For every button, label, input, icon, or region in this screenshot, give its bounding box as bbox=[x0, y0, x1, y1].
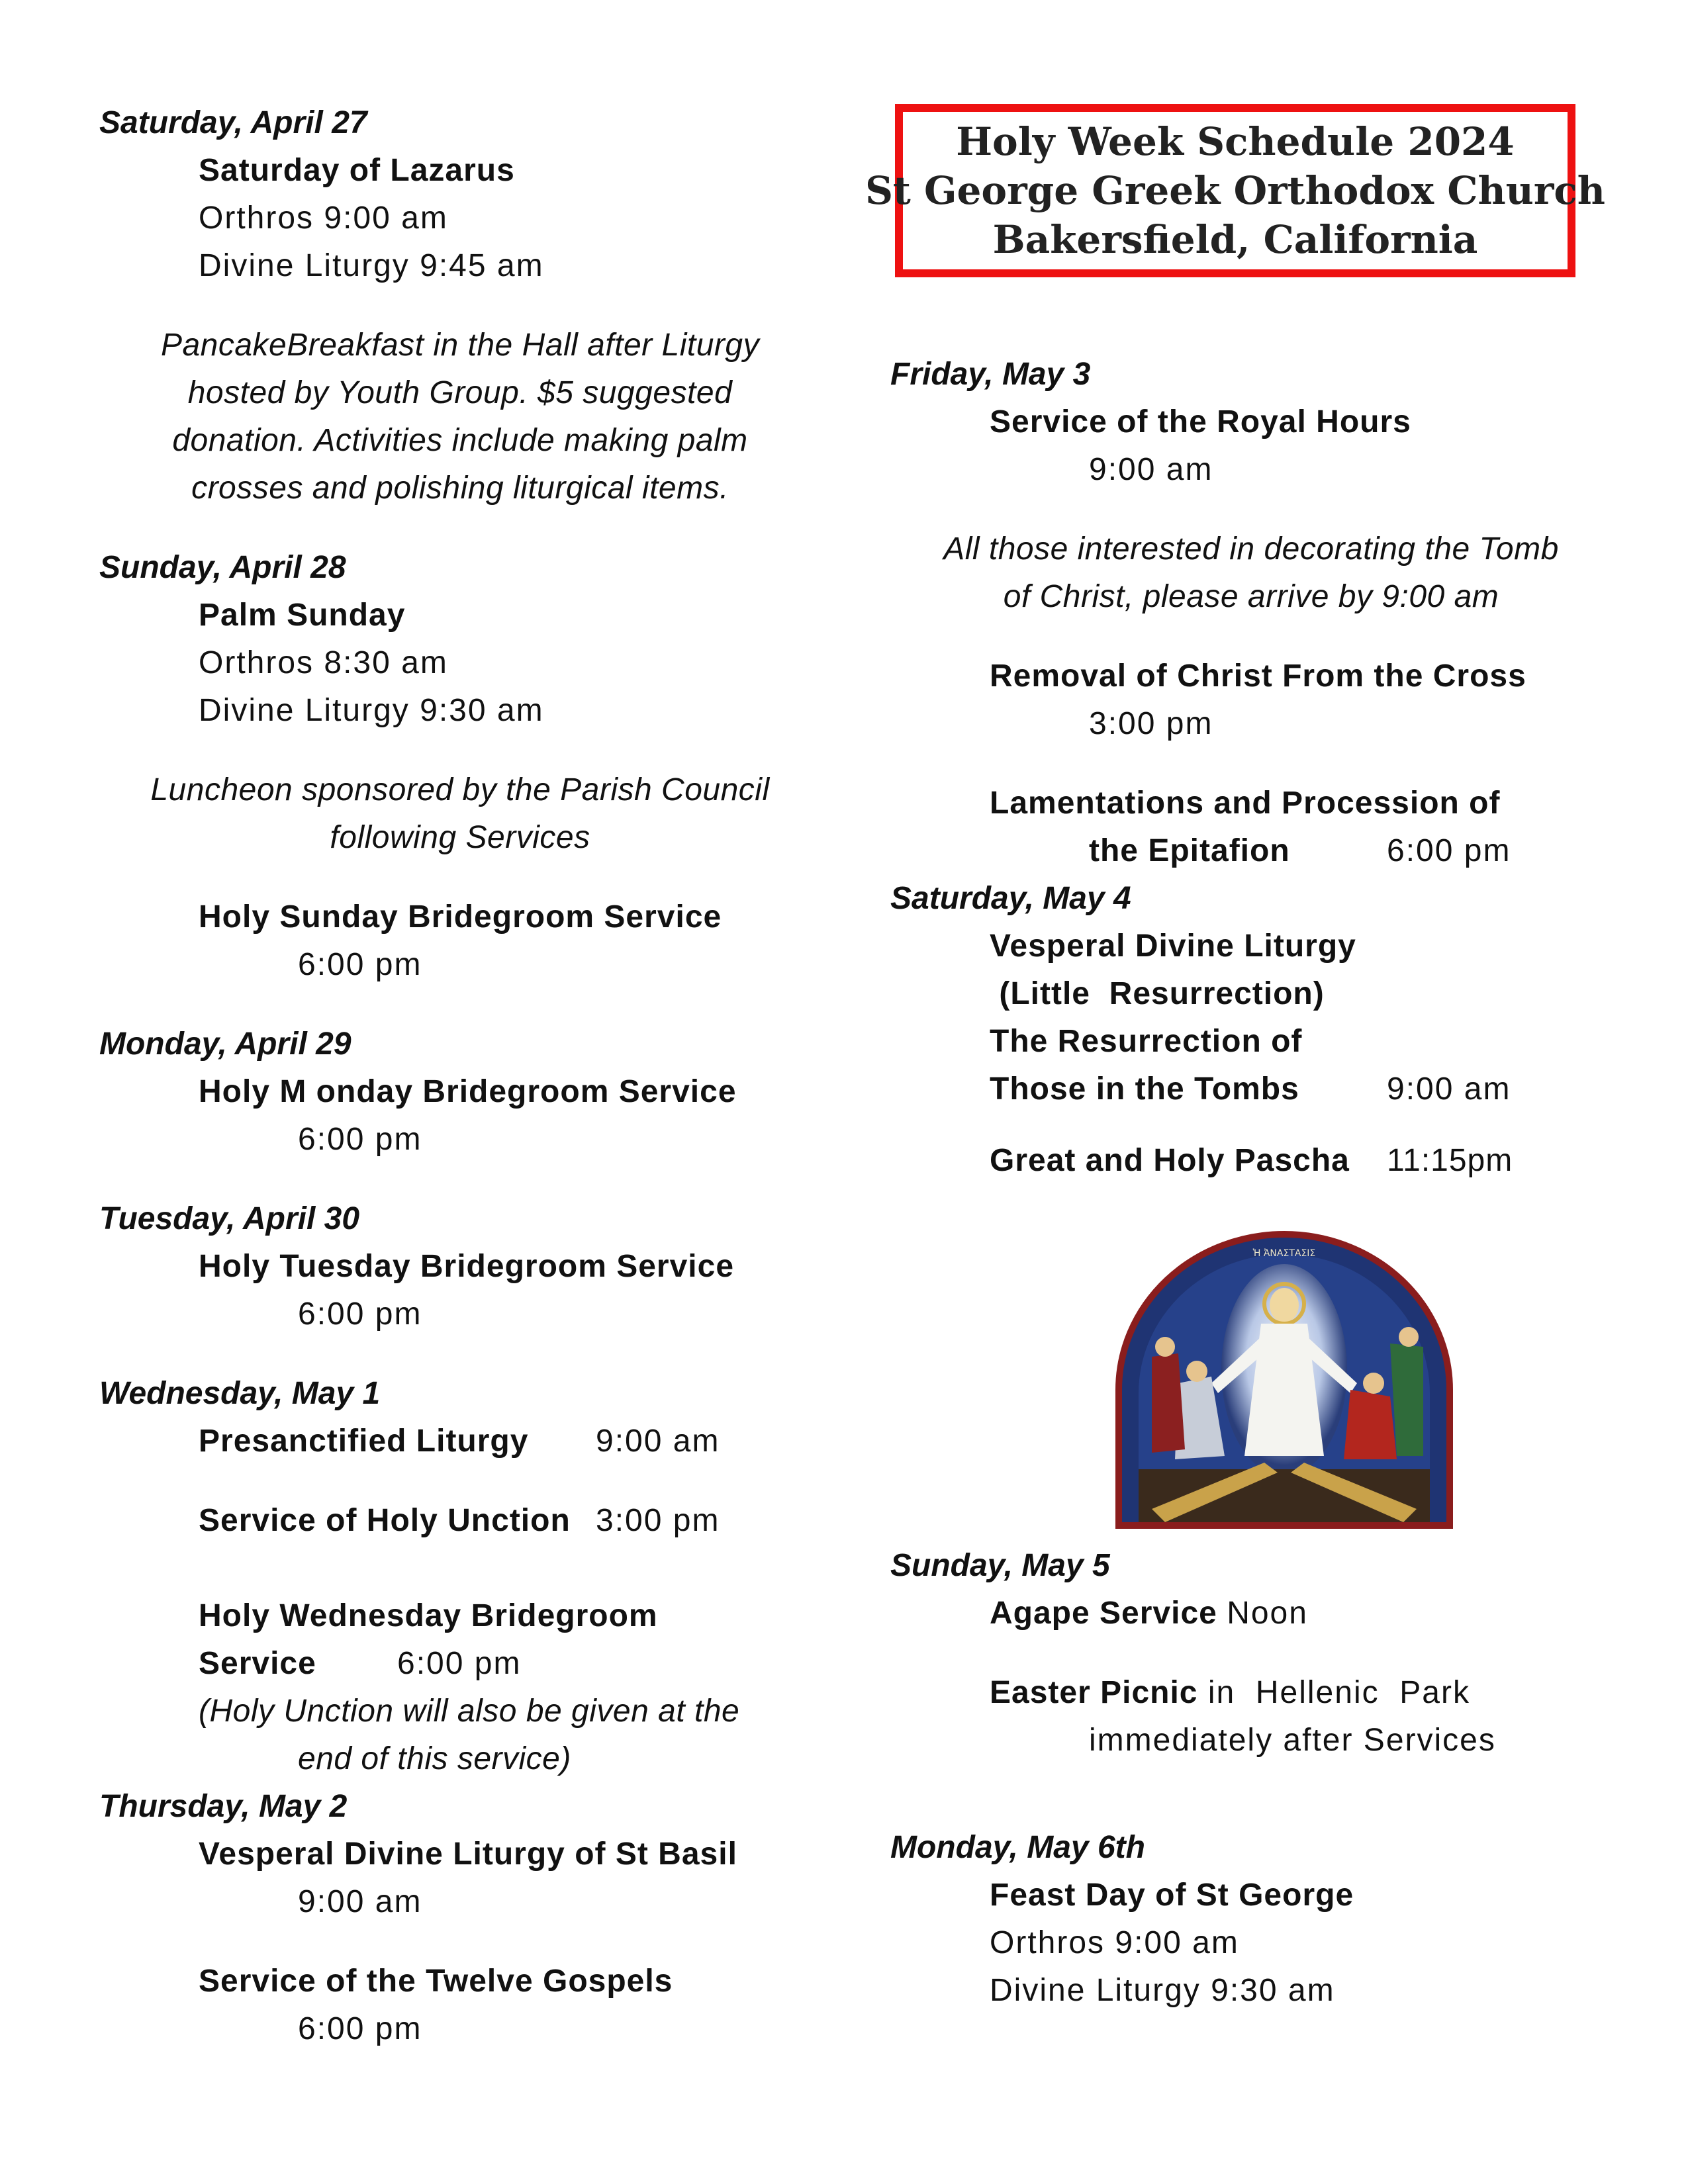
wednesday-may-1-section bbox=[99, 1370, 821, 1783]
note-line: hosted by Youth Group. $5 suggested bbox=[187, 375, 733, 410]
feast-name: Feast Day of St George bbox=[990, 1878, 1354, 1913]
presanctified-row bbox=[199, 1418, 821, 1465]
agape-row bbox=[990, 1590, 1612, 1637]
service-time: 6:00 pm bbox=[1387, 833, 1511, 868]
service-name: Service of Holy Unction bbox=[199, 1503, 571, 1538]
service-time: Noon bbox=[1227, 1596, 1308, 1631]
tomb-note bbox=[890, 525, 1612, 621]
picnic-detail: immediately after Services bbox=[1089, 1723, 1496, 1758]
day-heading: Wednesday, May 1 bbox=[99, 1376, 381, 1411]
service-time: 6:00 pm bbox=[298, 947, 422, 982]
service-name: the Epitafion bbox=[1089, 833, 1290, 868]
epitafion-row bbox=[1089, 827, 1612, 875]
service-time: 6:00 pm bbox=[397, 1646, 522, 1681]
day-heading: Monday, April 29 bbox=[99, 1026, 352, 1062]
liturgy-time: Divine Liturgy 9:45 am bbox=[199, 248, 544, 283]
sunday-may-5-section bbox=[890, 1542, 1612, 1764]
note-line: crosses and polishing liturgical items. bbox=[191, 471, 729, 506]
service-name: (Little Resurrection) bbox=[990, 976, 1325, 1011]
service-time: 6:00 pm bbox=[298, 2011, 422, 2046]
saturday-may-4-section bbox=[890, 875, 1612, 1185]
service-time: 6:00 pm bbox=[298, 1297, 422, 1332]
luncheon-note bbox=[99, 766, 821, 862]
day-heading: Sunday, May 5 bbox=[890, 1548, 1110, 1583]
resurrection-icon bbox=[1112, 1231, 1456, 1529]
left-column bbox=[99, 99, 821, 2053]
day-heading: Monday, May 6th bbox=[890, 1830, 1145, 1865]
service-name: The Resurrection of bbox=[990, 1024, 1303, 1059]
service-name: Removal of Christ From the Cross bbox=[990, 659, 1526, 694]
note-line: Luncheon sponsored by the Parish Council bbox=[150, 772, 770, 807]
bridegroom-row bbox=[199, 1640, 821, 1688]
thursday-may-2-section bbox=[99, 1783, 821, 2053]
note-line: PancakeBreakfast in the Hall after Liturgy bbox=[160, 328, 760, 363]
sunday-april-28-section bbox=[99, 544, 821, 989]
service-time: 9:00 am bbox=[596, 1424, 720, 1459]
saturday-april-27-section bbox=[99, 99, 821, 512]
service-name: Service bbox=[199, 1646, 316, 1681]
service-name: Holy Sunday Bridegroom Service bbox=[199, 899, 722, 934]
feast-name: Saturday of Lazarus bbox=[199, 153, 515, 188]
service-name: Service of the Twelve Gospels bbox=[199, 1964, 673, 1999]
note-line: of Christ, please arrive by 9:00 am bbox=[1003, 579, 1499, 614]
service-time: 9:00 am bbox=[1089, 452, 1213, 487]
day-heading: Sunday, April 28 bbox=[99, 550, 346, 585]
service-name: Great and Holy Pascha bbox=[990, 1143, 1350, 1178]
service-time: 11:15pm bbox=[1387, 1143, 1513, 1178]
note-line: following Services bbox=[330, 820, 590, 855]
pascha-row bbox=[990, 1137, 1612, 1185]
service-time: 3:00 pm bbox=[596, 1503, 720, 1538]
service-name: Easter Picnic bbox=[990, 1675, 1198, 1710]
service-name: Agape Service bbox=[990, 1596, 1217, 1631]
orthros-time: Orthros 9:00 am bbox=[990, 1925, 1239, 1960]
unction-row bbox=[199, 1497, 821, 1545]
orthros-time: Orthros 9:00 am bbox=[199, 201, 448, 236]
icon-caption: Ἡ ἈΝΑΣΤΑΣΙΣ bbox=[1252, 1248, 1316, 1259]
picnic-location: in Hellenic Park bbox=[1197, 1675, 1470, 1710]
title-line-2: St George Greek Orthodox Church bbox=[865, 168, 1605, 213]
service-name: Vesperal Divine Liturgy bbox=[990, 929, 1356, 964]
day-heading: Thursday, May 2 bbox=[99, 1789, 348, 1824]
service-name: Lamentations and Procession of bbox=[990, 786, 1501, 821]
tombs-row bbox=[990, 1066, 1612, 1113]
service-name: Those in the Tombs bbox=[990, 1071, 1299, 1107]
right-column-lower bbox=[890, 1542, 1612, 2015]
service-time: 6:00 pm bbox=[298, 1122, 422, 1157]
day-heading: Tuesday, April 30 bbox=[99, 1201, 360, 1236]
service-time: 9:00 am bbox=[298, 1884, 422, 1919]
title-line-3: Bakersfield, California bbox=[992, 217, 1478, 262]
feast-name: Palm Sunday bbox=[199, 598, 406, 633]
service-time: 3:00 pm bbox=[1089, 706, 1213, 741]
picnic-row bbox=[990, 1669, 1612, 1717]
tuesday-april-30-section bbox=[99, 1195, 821, 1338]
title-line-1: Holy Week Schedule 2024 bbox=[956, 119, 1515, 164]
service-name: Vesperal Divine Liturgy of St Basil bbox=[199, 1837, 737, 1872]
unction-note-1: (Holy Unction will also be given at the bbox=[199, 1694, 740, 1729]
note-line: All those interested in decorating the Tomb bbox=[943, 531, 1559, 567]
title-box bbox=[865, 104, 1605, 277]
monday-may-6-section bbox=[890, 1824, 1612, 2015]
unction-note-2: end of this service) bbox=[298, 1741, 571, 1776]
day-heading: Friday, May 3 bbox=[890, 357, 1091, 392]
day-heading: Saturday, May 4 bbox=[890, 881, 1131, 916]
orthros-time: Orthros 8:30 am bbox=[199, 645, 448, 680]
liturgy-time: Divine Liturgy 9:30 am bbox=[199, 693, 544, 728]
pancake-note bbox=[99, 322, 821, 512]
monday-april-29-section bbox=[99, 1021, 821, 1163]
right-column bbox=[890, 351, 1612, 1185]
note-line: donation. Activities include making palm bbox=[172, 423, 748, 458]
service-name: Holy M onday Bridegroom Service bbox=[199, 1074, 737, 1109]
friday-may-3-section bbox=[890, 351, 1612, 875]
day-heading: Saturday, April 27 bbox=[99, 105, 367, 140]
liturgy-time: Divine Liturgy 9:30 am bbox=[990, 1973, 1335, 2008]
service-name: Presanctified Liturgy bbox=[199, 1424, 529, 1459]
service-name: Service of the Royal Hours bbox=[990, 404, 1411, 439]
service-time: 9:00 am bbox=[1387, 1071, 1511, 1107]
service-name: Holy Tuesday Bridegroom Service bbox=[199, 1249, 735, 1284]
service-name: Holy Wednesday Bridegroom bbox=[199, 1598, 658, 1633]
